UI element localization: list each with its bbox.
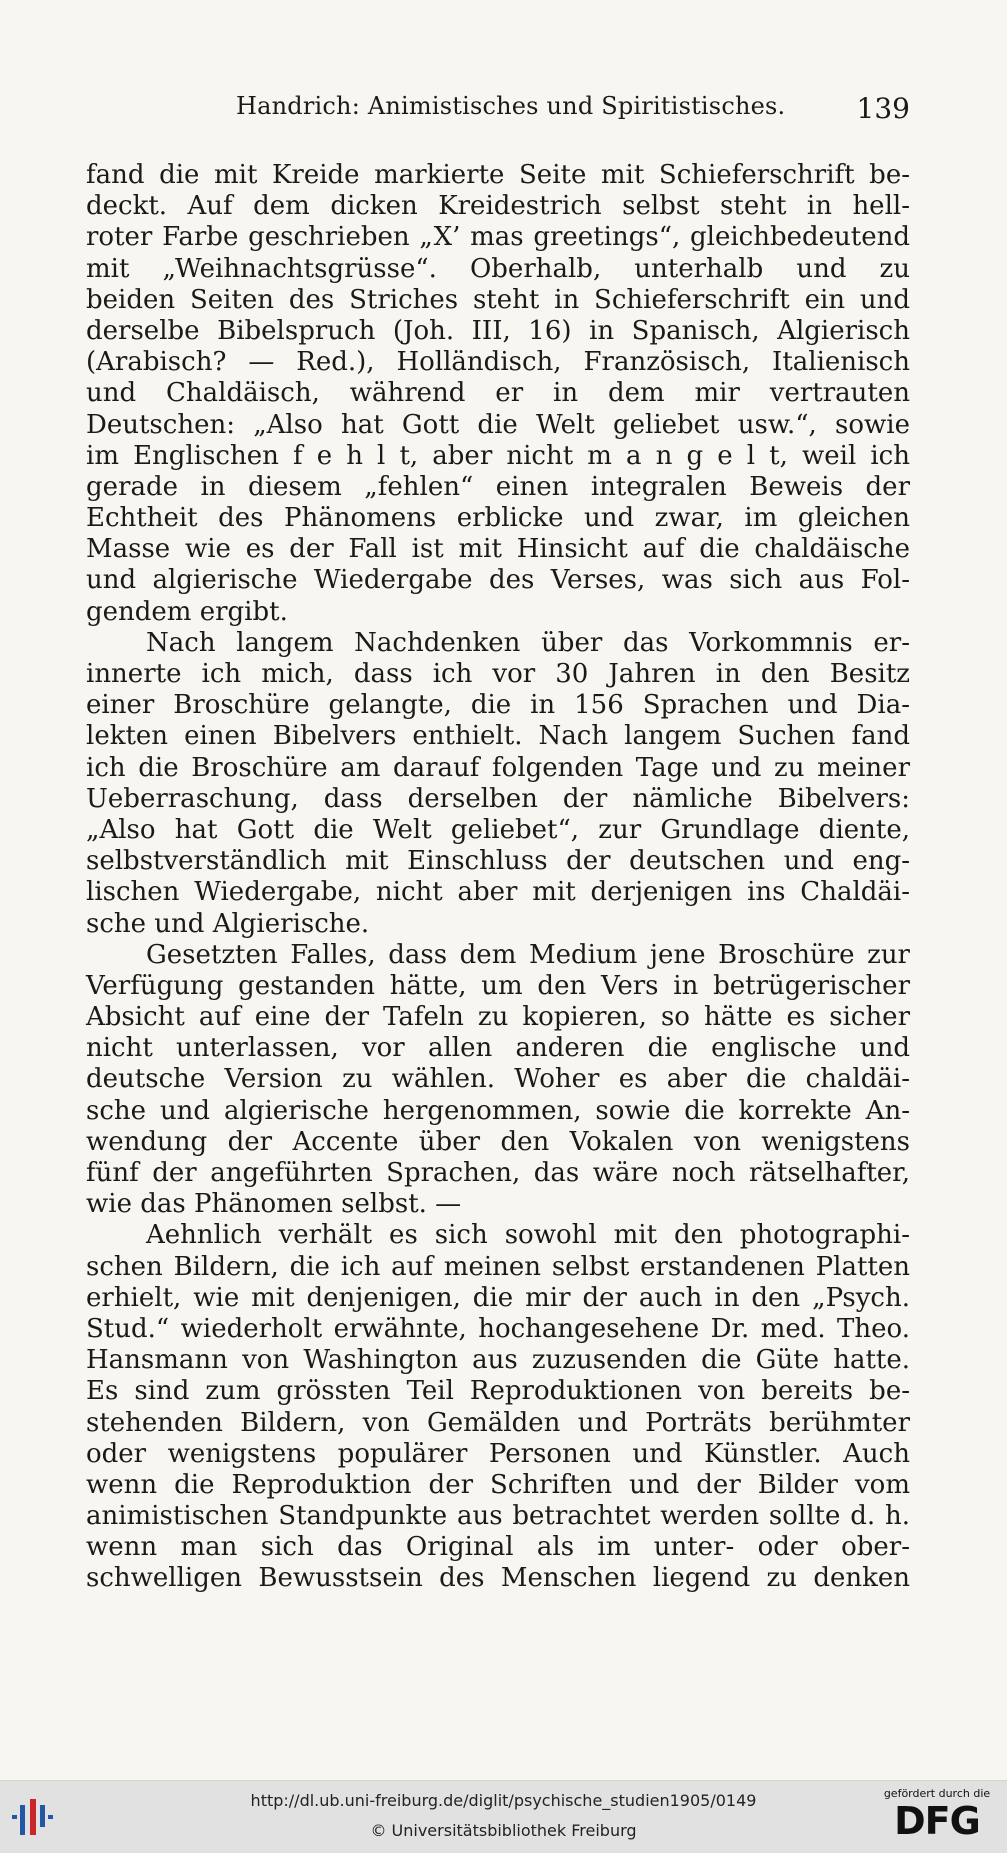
text-line: Stud.“ wiederholt erwähnte, hochangesehene Dr. med. Theo. xyxy=(86,1313,910,1344)
text-line: Aehnlich verhält es sich sowohl mit den photographi- xyxy=(146,1220,910,1251)
text-line: Hansmann von Washington aus zuzusenden die Güte hatte. xyxy=(86,1345,910,1376)
dfg-mark: DFG xyxy=(894,1799,980,1843)
text-line: schwelligen Bewusstsein des Menschen liegend zu denken xyxy=(86,1563,910,1594)
text-line: Masse wie es der Fall ist mit Hinsicht auf die chaldäische xyxy=(86,534,910,565)
viewer-footer xyxy=(0,1780,1007,1853)
text-line: sche und algierische hergenommen, sowie die korrekte An- xyxy=(86,1095,910,1126)
text-line: (Arabisch? — Red.), Holländisch, Französisch, Italienisch xyxy=(86,347,910,378)
text-line: sche und Algierische. xyxy=(86,908,370,939)
page-permalink[interactable]: http://dl.ub.uni-freiburg.de/diglit/psychische_studien1905/0149 xyxy=(250,1791,757,1810)
text-line: Ueberraschung, dass derselben der nämliche Bibelvers: xyxy=(86,783,910,814)
text-line: gendem ergibt. xyxy=(86,596,288,627)
text-line: derselbe Bibelspruch (Joh. III, 16) in Spanisch, Algierisch xyxy=(86,315,910,346)
body-text xyxy=(86,160,910,1595)
text-line: gerade in diesem „fehlen“ einen integralen Beweis der xyxy=(86,471,910,502)
copyright-text: © Universitätsbibliothek Freiburg xyxy=(370,1821,637,1840)
text-line: erhielt, wie mit denjenigen, die mir der auch in den „Psych. xyxy=(86,1282,910,1313)
text-line: wie das Phänomen selbst. — xyxy=(86,1189,462,1220)
text-line: roter Farbe geschrieben „X’ mas greetings“, gleichbedeutend xyxy=(86,222,910,253)
page-header xyxy=(86,92,910,132)
text-line: und Chaldäisch, während er in dem mir vertrauten xyxy=(86,378,910,409)
text-line: animistischen Standpunkte aus betrachtet werden sollte d. h. xyxy=(86,1501,910,1532)
text-line: oder wenigstens populärer Personen und Künstler. Auch xyxy=(86,1438,910,1469)
text-line: Deutschen: „Also hat Gott die Welt geliebet usw.“, sowie xyxy=(86,409,910,440)
text-line: lekten einen Bibelvers enthielt. Nach langem Suchen fand xyxy=(86,721,910,752)
text-line: wenn man sich das Original als im unter- oder ober- xyxy=(86,1532,910,1563)
text-line: beiden Seiten des Striches steht in Schieferschrift ein und xyxy=(86,284,910,315)
text-line: Es sind zum grössten Teil Reproduktionen von bereits be- xyxy=(86,1376,910,1407)
text-line: Nach langem Nachdenken über das Vorkommnis er- xyxy=(146,627,910,658)
text-line: ich die Broschüre am darauf folgenden Tage und zu meiner xyxy=(86,752,910,783)
text-line: einer Broschüre gelangte, die in 156 Sprachen und Dia- xyxy=(86,690,910,721)
page-number: 139 xyxy=(856,92,910,125)
text-line: wendung der Accente über den Vokalen von wenigstens xyxy=(86,1126,910,1157)
text-line: deutsche Version zu wählen. Woher es aber die chaldäi- xyxy=(86,1064,910,1095)
running-head: Handrich: Animistisches und Spiritistisches. xyxy=(236,92,786,120)
dfg-caption: gefördert durch die xyxy=(883,1787,991,1800)
text-line: Gesetzten Falles, dass dem Medium jene Broschüre zur xyxy=(146,939,910,970)
text-line: schen Bildern, die ich auf meinen selbst erstandenen Platten xyxy=(86,1251,910,1282)
text-line: selbstverständlich mit Einschluss der deutschen und eng- xyxy=(86,846,910,877)
text-line: innerte ich mich, dass ich vor 30 Jahren in den Besitz xyxy=(86,659,910,689)
text-line: Absicht auf eine der Tafeln zu kopieren, so hätte es sicher xyxy=(86,1002,910,1033)
text-line: Verfügung gestanden hätte, um den Vers in betrügerischer xyxy=(86,970,910,1001)
text-line: deckt. Auf dem dicken Kreidestrich selbst steht in hell- xyxy=(86,191,910,222)
dfg-logo xyxy=(881,1787,993,1847)
text-line: „Also hat Gott die Welt geliebet“, zur Grundlage diente, xyxy=(86,814,910,845)
text-line: Echtheit des Phänomens erblicke und zwar, im gleichen xyxy=(86,503,910,534)
text-line: mit „Weihnachtsgrüsse“. Oberhalb, unterhalb und zu xyxy=(86,253,910,284)
text-line: nicht unterlassen, vor allen anderen die englische und xyxy=(86,1033,910,1064)
text-line: fünf der angeführten Sprachen, das wäre noch rätselhafter, xyxy=(86,1158,910,1188)
text-line: fand die mit Kreide markierte Seite mit Schieferschrift be- xyxy=(86,160,910,190)
text-line: stehenden Bildern, von Gemälden und Porträts berühmter xyxy=(86,1407,910,1438)
text-line: und algierische Wiedergabe des Verses, was sich aus Fol- xyxy=(86,565,910,596)
text-line: wenn die Reproduktion der Schriften und der Bilder vom xyxy=(86,1469,910,1500)
text-line: lischen Wiedergabe, nicht aber mit derjenigen ins Chaldäi- xyxy=(86,877,910,908)
text-line: im Englischen f e h l t, aber nicht m a n g e l t, weil ich xyxy=(86,440,910,471)
